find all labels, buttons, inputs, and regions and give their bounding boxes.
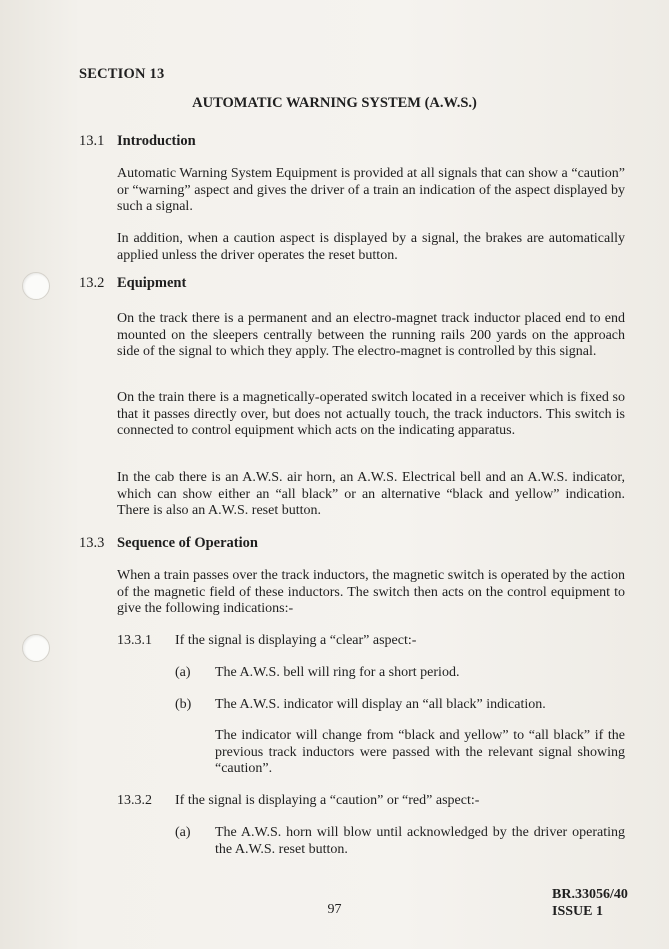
paragraph: In the cab there is an A.W.S. air horn, an A.W.S. Electrical bell and an A.W.S. indicator, which can show either an “all black” or an alternative “black and yellow” indication. There is also an A.W.S. reset button.: [117, 470, 625, 518]
paragraph: On the train there is a magnetically-operated switch located in a receiver which is fixed so that it passes directly over, but does not actually touch, the track inductors. This switch is connected to control equipment which acts on the indicating apparatus.: [117, 390, 625, 438]
punch-hole: [22, 272, 50, 300]
list-text: The A.W.S. bell will ring for a short period.: [215, 665, 460, 680]
list-letter: (a): [175, 825, 191, 840]
paragraph: Automatic Warning System Equipment is provided at all signals that can show a “caution” or “warning” aspect and gives the driver of a train an indication of the aspect displayed by such a signal.: [117, 166, 625, 214]
subsection-text: If the signal is displaying a “caution” or “red” aspect:-: [175, 793, 480, 808]
heading-number: 13.2: [79, 275, 105, 291]
list-item: [175, 825, 625, 861]
punch-hole: [22, 634, 50, 662]
subsection-text: If the signal is displaying a “clear” aspect:-: [175, 633, 417, 648]
heading-text: Equipment: [117, 275, 187, 291]
page-number: 97: [327, 902, 342, 917]
subsection-13-3-2: [117, 793, 479, 809]
paragraph: In addition, when a caution aspect is displayed by a signal, the brakes are automatically applied unless the driver operates the reset button.: [117, 231, 625, 263]
list-note: [175, 728, 625, 780]
heading-13-2: [79, 275, 186, 292]
issue-label: ISSUE 1: [552, 904, 603, 919]
heading-13-3: [79, 535, 258, 552]
list-item: [175, 697, 625, 715]
paragraph: On the track there is a permanent and an electro-magnet track inductor placed end to end mounted on the sleepers centrally between the running rails 200 yards on the approach side of the signal to which they apply. The electro-magnet is controlled by this signal.: [117, 311, 625, 359]
list-letter: (b): [175, 697, 192, 712]
paragraph: When a train passes over the track inductors, the magnetic switch is operated by the action of the magnetic field of these inductors. The switch then acts on the control equipment to give the following indications:-: [117, 568, 625, 616]
list-text: The A.W.S. indicator will display an “all black” indication.: [215, 697, 546, 712]
list-letter: (a): [175, 665, 191, 680]
subsection-13-3-1: [117, 633, 416, 649]
page-title: AUTOMATIC WARNING SYSTEM (A.W.S.): [192, 95, 477, 111]
list-item: [175, 665, 625, 683]
reference-number: BR.33056/40: [552, 887, 628, 902]
section-label: SECTION 13: [79, 66, 165, 82]
heading-number: 13.1: [79, 133, 105, 149]
note-text: The indicator will change from “black and yellow” to “all black” if the previous track inductors were passed with the relevant signal showing “caution”.: [215, 728, 625, 776]
list-text: The A.W.S. horn will blow until acknowledged by the driver operating the A.W.S. reset button.: [215, 825, 625, 857]
heading-13-1: [79, 133, 196, 150]
heading-text: Introduction: [117, 133, 196, 149]
heading-number: 13.3: [79, 535, 105, 551]
subsection-number: 13.3.1: [117, 633, 152, 648]
subsection-number: 13.3.2: [117, 793, 152, 808]
heading-text: Sequence of Operation: [117, 535, 258, 551]
